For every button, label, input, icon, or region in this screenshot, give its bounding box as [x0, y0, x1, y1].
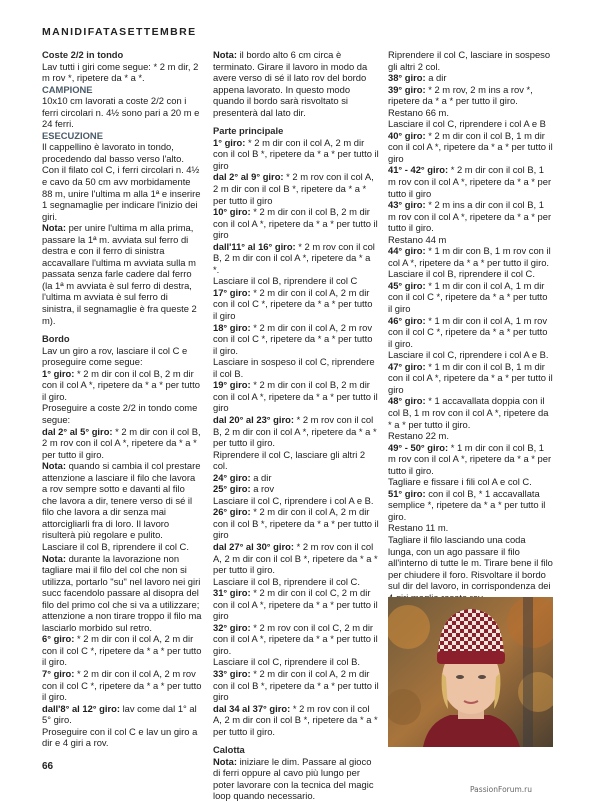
paragraph-text: a dir	[425, 72, 447, 84]
row-label: 1° giro:	[213, 136, 246, 148]
paragraph-text: Proseguire a coste 2/2 in tondo come segue:	[42, 402, 198, 425]
instruction-paragraph	[213, 356, 379, 379]
instruction-paragraph	[213, 275, 379, 287]
paragraph-text: * 2 m dir con il col A, 2 m dir con il col B *, ripetere da * a * per tutto il giro	[213, 136, 379, 171]
paragraph-text: il bordo alto 6 cm circa è terminato. Girare il lavoro in modo da avere verso di sé il lato rov del bordo appena lavorato. In questo modo quando il bordo sarà risvoltato si presenterà dal lato dir.	[213, 49, 368, 118]
paragraph-text: iniziare le dim. Passare al gioco di ferri oppure al cavo più lungo per poter lavorare con la tecnica del magic loop quando necessario.	[213, 755, 374, 802]
row-label: 48° giro:	[388, 395, 426, 407]
paragraph-text: * 2 m rov con il col A, 2 m dir con il col B *, ripetere da * a * per tutto il giro	[213, 171, 374, 206]
paragraph-text: * 2 m dir con il col B, 2 m dir con il col A *, ripetere da * a * per tutto il giro	[213, 379, 378, 414]
row-label: 44° giro:	[388, 245, 426, 257]
paragraph-text: Tagliare il filo lasciando una coda lunga, con un ago passare il filo all'interno di tutte le m. Tirare bene il filo per chiudere il foro. Risvoltare il bordo sul dir del lavoro, in corrispondenza dei	[388, 533, 553, 592]
paragraph-text: * 2 m dir con il col B, 2 m dir con il col A *, ripetere da * a * per tutto il giro.	[42, 367, 200, 402]
instruction-paragraph	[213, 668, 379, 703]
instruction-paragraph	[213, 622, 379, 657]
paragraph-text: Lasciare il col C, riprendere i col A e B.	[213, 494, 374, 506]
paragraph-text: lav come dal 1° al 5° giro.	[42, 702, 197, 726]
instruction-paragraph	[388, 199, 553, 234]
column-1	[42, 49, 202, 749]
instruction-paragraph	[388, 395, 553, 430]
section-heading-caps: CAMPIONE	[42, 83, 93, 95]
instruction-paragraph	[213, 656, 379, 668]
paragraph-text: * 2 m dir con il col B, 1 m rov con il col A *, ripetere da * a * per tutto il giro	[388, 164, 552, 199]
row-label: 1° giro:	[42, 367, 75, 379]
instruction-paragraph	[213, 483, 379, 495]
instruction-paragraph	[388, 130, 553, 165]
instruction-paragraph	[42, 426, 202, 461]
row-label: Nota:	[213, 49, 237, 60]
row-label: dal 20° al 23° giro:	[213, 413, 294, 425]
instruction-paragraph	[42, 668, 202, 703]
row-label: 6° giro:	[42, 633, 75, 645]
paragraph-text: * 2 m rov, 2 m ins a rov *, ripetere da * a * per tutto il giro.	[388, 83, 533, 107]
paragraph-text: * 2 m dir con il col A, 2 m dir con il col B *, ripetere da * a * per tutto il giro	[213, 506, 379, 541]
instruction-paragraph	[213, 206, 379, 241]
magazine-header: MANIDIFATASETTEMBRE	[42, 26, 197, 38]
paragraph-text: * 2 m rov con il col A, 2 m dir con il col B *, ripetere da * a * per tutto il giro.	[213, 702, 378, 737]
row-label: 40° giro:	[388, 129, 426, 141]
instruction-paragraph	[213, 506, 379, 541]
paragraph-text: Lasciare il col B, riprendere il col C	[213, 275, 358, 287]
instruction-paragraph	[388, 49, 553, 72]
instruction-paragraph	[388, 522, 553, 534]
paragraph-text: Con il filato col C, i ferri circolari n. 4½ e cavo da 50 cm avv morbidamente 88 m, unire l'ultima m alla 1ª e inserire 1 segnamaglie per indicare l'inizio dei giri.	[42, 164, 201, 222]
row-label: dal 27° al 30° giro:	[213, 540, 294, 552]
row-label: dal 2° al 9° giro:	[213, 171, 284, 183]
paragraph-text: Lasciare il col C, riprendere i col A e B.	[388, 349, 549, 361]
paragraph-text: * 2 m dir con il col B, 1 m dir con il col A *, ripetere da * a * per tutto il giro	[388, 129, 553, 164]
section-heading: Parte principale	[213, 125, 284, 137]
instruction-paragraph	[388, 349, 553, 361]
paragraph-text: * 2 m dir con il col B, 2 m dir con il col A *, ripetere da * a * per tutto il giro	[213, 206, 378, 241]
row-label: 7° giro:	[42, 667, 75, 679]
paragraph-text: Restano 44 m	[388, 233, 447, 245]
paragraph-text: Il cappellino è lavorato in tondo, procedendo dal basso verso l'alto.	[42, 141, 184, 164]
row-label: 45° giro:	[388, 279, 426, 291]
paragraph-text: Restano 11 m.	[388, 522, 449, 534]
paragraph-text: Tagliare e fissare i fili col A e col C.	[388, 476, 532, 488]
paragraph-text: * 2 m rov con il col C, 2 m dir con il col A *, ripetere da * a * per tutto il giro.	[213, 621, 378, 656]
instruction-paragraph	[388, 476, 553, 488]
page-number: 66	[42, 761, 54, 772]
row-label: 17° giro:	[213, 286, 251, 298]
instruction-paragraph	[388, 245, 553, 268]
instruction-paragraph	[213, 49, 379, 118]
row-label: Nota:	[42, 460, 66, 472]
row-label: 31° giro:	[213, 587, 251, 599]
row-label: dall'8° al 12° giro:	[42, 702, 120, 714]
instruction-paragraph	[388, 430, 553, 442]
instruction-paragraph	[213, 241, 379, 276]
paragraph-text: Proseguire con il col C e lav un giro a dir e 4 giri a rov.	[42, 725, 198, 749]
instruction-paragraph	[42, 61, 202, 84]
paragraph-text: Riprendere il col C, lasciare gli altri 2 col.	[213, 448, 366, 472]
watermark: PassionForum.ru	[470, 785, 533, 794]
row-label: 19° giro:	[213, 379, 251, 391]
paragraph-text: * 2 m rov con il col B, 2 m dir con il col A *, ripetere da * a *.	[213, 240, 375, 275]
instruction-paragraph	[213, 449, 379, 472]
paragraph-text: Lasciare il col C, riprendere i col A e B	[388, 118, 546, 130]
paragraph-text: Restano 22 m.	[388, 430, 449, 442]
instruction-paragraph	[42, 222, 202, 326]
instruction-paragraph	[388, 315, 553, 350]
paragraph-text: * 1 m dir con il col A, 1 m rov con il col C *, ripetere da * a * per tutto il giro.	[388, 314, 548, 349]
paragraph-text: per unire l'ultima m alla prima, passare la 1ª m. avviata sul ferro di destra e con il ferro di sinistra accavallare l'ultima m avviata sulla m passata senza farle cadere dal ferro (la 1ª m avviata è sul ferro di destra, l'ultima m avviata è sul ferro di sinistra, il segnamaglie è fra queste 2 m).	[42, 222, 197, 326]
paragraph-text: * 2 m dir con il col A, 2 m rov con il col C *, ripetere da * a * per tutto il giro.	[42, 667, 202, 703]
row-label: 24° giro:	[213, 471, 251, 483]
row-label: Nota:	[42, 222, 66, 234]
paragraph-text: * 1 m dir con il col B, 1 m rov con il col A *, ripetere da * a * per tutto il giro.	[388, 441, 552, 476]
paragraph-text: * 1 m dir con il col A, 1 m dir con il col C *, ripetere da * a * per tutto il giro	[388, 279, 548, 315]
instruction-paragraph	[42, 368, 202, 403]
column-2	[213, 49, 379, 802]
instruction-paragraph	[388, 361, 553, 396]
instruction-paragraph	[213, 287, 379, 322]
row-label: 41° - 42° giro:	[388, 164, 449, 176]
paragraph-text: * 1 accavallata doppia con il col B, 1 m rov con il col A *, ripetere da * a * per tutto il giro.	[388, 395, 549, 430]
row-label: Nota:	[42, 552, 66, 564]
paragraph-text: a rov	[250, 483, 275, 495]
paragraph-text: * 2 m dir con il col A, 2 m dir con il col C *, ripetere da * a * per tutto il giro	[213, 286, 373, 322]
paragraph-text: Lasciare in sospeso il col C, riprendere il col B.	[213, 356, 375, 379]
row-label: dal 2° al 5° giro:	[42, 425, 113, 437]
instruction-paragraph	[42, 95, 202, 130]
instruction-paragraph	[388, 280, 553, 315]
row-label: 47° giro:	[388, 360, 426, 372]
instruction-paragraph	[213, 137, 379, 172]
paragraph-text: con il col B, * 1 accavallata semplice *, ripetere da * a * per tutto il giro.	[388, 487, 546, 522]
paragraph-text: Lasciare il col B, riprendere il col C.	[213, 575, 360, 587]
instruction-paragraph	[213, 322, 379, 357]
row-label: Nota:	[213, 755, 237, 767]
paragraph-text: Riprendere il col C, lasciare in sospeso gli altri 2 col.	[388, 49, 551, 72]
row-label: 33° giro:	[213, 667, 251, 679]
row-label: 43° giro:	[388, 199, 426, 211]
instruction-paragraph	[388, 164, 553, 199]
row-label: 39° giro:	[388, 83, 426, 95]
instruction-paragraph	[42, 164, 202, 222]
instruction-paragraph	[42, 703, 202, 726]
paragraph-text: * 2 m dir con il col B, 2 m rov con il col A *, ripetere da * a * per tutto il giro.	[42, 425, 201, 460]
instruction-paragraph	[388, 534, 553, 603]
row-label: 25° giro:	[213, 483, 251, 495]
model-photo	[388, 597, 553, 747]
instruction-paragraph	[388, 234, 553, 246]
paragraph-text: 10x10 cm lavorati a coste 2/2 con i ferri circolari n. 4½ sono pari a 20 m e 24 ferri.	[42, 95, 200, 130]
row-label: 51° giro:	[388, 487, 426, 499]
paragraph-text: * 2 m dir con il col A, 2 m dir con il col C *, ripetere da * a * per tutto il giro.	[42, 633, 202, 668]
instruction-paragraph	[213, 576, 379, 588]
row-label: 18° giro:	[213, 321, 251, 333]
row-label: 49° - 50° giro:	[388, 441, 449, 453]
column-3	[388, 49, 553, 603]
paragraph-text: Lav tutti i giri come segue: * 2 m dir, 2 m rov *, ripetere da * a *.	[42, 60, 199, 84]
paragraph-text: Lav un giro a rov, lasciare il col C e proseguire come segue:	[42, 344, 188, 368]
instruction-paragraph	[42, 726, 202, 749]
section-heading: Calotta	[213, 744, 245, 756]
instruction-paragraph	[42, 345, 202, 368]
paragraph-text: * 2 m dir con il col A, 2 m rov con il col C *, ripetere da * a * per tutto il giro.	[213, 321, 373, 356]
paragraph-text: * 1 m dir con B, 1 m rov con il col A *, ripetere da * a * per tutto il giro.	[388, 245, 551, 268]
paragraph-text: * 2 m dir con il col C, 2 m dir con il col A *, ripetere da * a * per tutto il giro	[213, 587, 378, 622]
section-heading: Bordo	[42, 333, 70, 345]
row-label: dall'11° al 16° giro:	[213, 240, 296, 252]
paragraph-text: quando si cambia il col prestare attenzione a lasciare il filo che lavora a rov sempre sotto e davanti al filo che lavora a dir, tenere verso di sé il filo che lavora a dir senza mai attorcigliarli fra di loro. Il lavoro risulterà più regolare e pulito.	[42, 460, 201, 541]
instruction-paragraph	[213, 495, 379, 507]
instruction-paragraph	[388, 268, 553, 280]
paragraph-text: * 2 m rov con il col A, 2 m dir con il col B *, ripetere da * a * per tutto il giro.	[213, 540, 378, 576]
paragraph-text: a dir	[250, 471, 272, 483]
paragraph-text: Lasciare il col B, riprendere il col C.	[388, 268, 535, 280]
instruction-paragraph	[213, 703, 379, 738]
paragraph-text: Restano 66 m.	[388, 106, 449, 118]
instruction-paragraph	[42, 553, 202, 634]
paragraph-text: * 2 m dir con il col A, 2 m dir con il col B *, ripetere da * a * per tutto il giro	[213, 667, 379, 703]
instruction-paragraph	[213, 414, 379, 449]
instruction-paragraph	[213, 541, 379, 576]
instruction-paragraph	[213, 587, 379, 622]
instruction-paragraph	[42, 141, 202, 164]
paragraph-text: Lasciare il col B, riprendere il col C.	[42, 540, 189, 552]
instruction-paragraph	[388, 107, 553, 119]
section-heading-caps: ESECUZIONE	[42, 129, 103, 141]
paragraph-text: * 2 m ins a dir con il col B, 1 m rov con il col A *, ripetere da * a * per tutto il giro.	[388, 199, 552, 234]
instruction-paragraph	[388, 442, 553, 477]
row-label: 32° giro:	[213, 621, 251, 633]
paragraph-text: durante la lavorazione non tagliare mai il filo del col che non si utilizza, portarlo "su" nel lavoro nei giri succ facendolo passare al disopra del filo del primo col che si va a utilizzare; attenzione a non tirare troppo il filo ma lasciarlo morbido sul retro.	[42, 552, 202, 633]
row-label: 10° giro:	[213, 206, 251, 218]
instruction-paragraph	[388, 72, 553, 84]
instruction-paragraph	[388, 118, 553, 130]
instruction-paragraph	[388, 84, 553, 107]
row-label: 38° giro:	[388, 72, 426, 84]
instruction-paragraph	[388, 488, 553, 523]
paragraph-text: Lasciare il col C, riprendere il col B.	[213, 656, 360, 668]
row-label: dal 34 al 37° giro:	[213, 702, 291, 714]
paragraph-text: * 1 m dir con il col B, 1 m dir con il col A *, ripetere da * a * per tutto il giro	[388, 360, 553, 395]
instruction-paragraph	[213, 472, 379, 484]
row-label: 46° giro:	[388, 314, 426, 326]
instruction-paragraph	[42, 541, 202, 553]
instruction-paragraph	[213, 379, 379, 414]
instruction-paragraph	[213, 756, 379, 802]
instruction-paragraph	[42, 633, 202, 668]
paragraph-text: * 2 m rov con il col B, 2 m dir con il col A *, ripetere da * a * per tutto il giro.	[213, 413, 377, 449]
instruction-paragraph	[42, 460, 202, 541]
instruction-paragraph	[213, 171, 379, 206]
instruction-paragraph	[42, 402, 202, 425]
section-heading: Coste 2/2 in tondo	[42, 49, 124, 60]
row-label: 26° giro:	[213, 506, 251, 518]
